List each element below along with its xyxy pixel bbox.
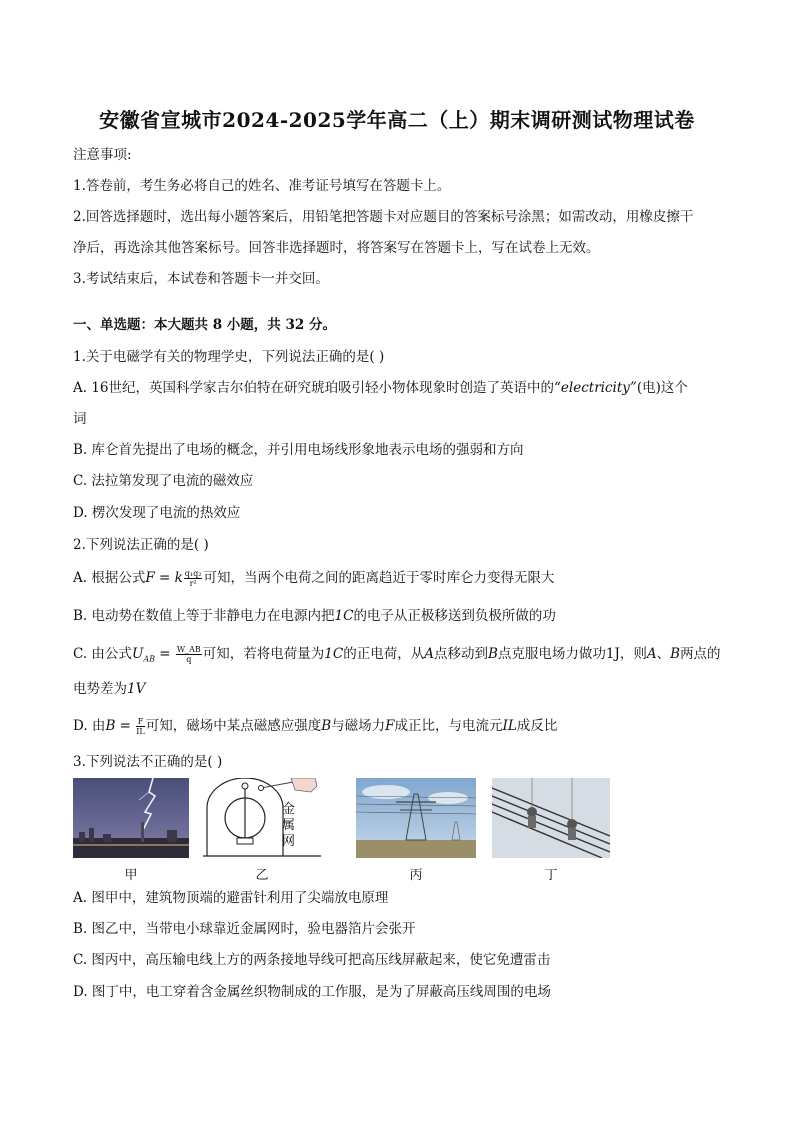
q2-d-pre: D. 由	[73, 718, 106, 734]
q2-c-charge: 1C	[324, 646, 344, 662]
q2-b-post: 的电子从正极移送到负极所做的功	[353, 608, 556, 624]
q2-d-den: IL	[136, 727, 145, 736]
caption-yi: 乙	[255, 868, 269, 883]
q1-option-b: B. 库仑首先提出了电场的概念，并引用电场线形象地表示电场的强弱和方向	[73, 442, 524, 458]
q2-c-num: W_AB	[176, 645, 201, 654]
q2-d-il: IL	[502, 718, 517, 734]
q2-option-d	[73, 716, 724, 736]
notes-heading: 注意事项:	[73, 147, 132, 163]
q2-c-pre: C. 由公式	[73, 646, 132, 662]
net-label-char-3: 网	[282, 834, 296, 849]
q2-a-formula: F = k	[145, 570, 183, 586]
page-title: 安徽省宣城市2024-2025学年高二（上）期末调研测试物理试卷	[99, 108, 695, 132]
q1-a-text: A. 16世纪，英国科学家吉尔伯特在研究琥珀吸引轻小物体现象时创造了英语中的	[73, 380, 555, 396]
q2-c-cont-pre: 电势差为	[73, 681, 127, 697]
q1-a-post: (电)这个	[636, 380, 688, 396]
q2-c-cont-val: 1V	[127, 681, 146, 697]
q2-option-c	[73, 644, 724, 670]
q2-c-eq: =	[154, 646, 175, 662]
q2-c-sub: AB	[143, 654, 155, 664]
q2-a-fraction	[184, 569, 203, 588]
q2-d-end: 成反比	[516, 718, 558, 734]
q2-a-post: 可知，当两个电荷之间的距离趋近于零时库仑力变得无限大	[203, 570, 555, 586]
q2-d-mid3: 成正比，与电流元	[394, 718, 503, 734]
q2-option-b	[73, 606, 724, 626]
q2-a-pre: A. 根据公式	[73, 570, 146, 586]
net-label-char-1: 金	[282, 802, 296, 817]
q1-option-a-cont: 词	[73, 411, 87, 427]
q2-c-point-b2: B	[670, 646, 681, 662]
q2-c-fraction	[176, 645, 202, 664]
metal-net-label	[282, 802, 295, 850]
q2-c-lhs: U	[131, 646, 144, 662]
note-item-2: 2.回答选择题时，选出每小题答案后，用铅笔把答题卡对应题目的答案标号涂黑；如需改动，用橡皮擦干	[73, 209, 694, 225]
q2-c-den: q	[186, 655, 192, 664]
caption-jia: 甲	[124, 868, 138, 883]
q2-c-point-b: B	[487, 646, 498, 662]
q1-option-d: D. 楞次发现了电流的热效应	[73, 505, 241, 521]
q2-c-end: 两点的	[680, 646, 721, 662]
electrician-lines-image	[492, 778, 610, 858]
q3-option-c: C. 图丙中，高压输电线上方的两条接地导线可把高压线屏蔽起来，使它免遭雷击	[73, 952, 551, 968]
q3-option-b: B. 图乙中，当带电小球靠近金属网时，验电器箔片会张开	[73, 921, 416, 937]
q2-d-f: F	[385, 718, 395, 734]
transmission-tower-image	[356, 778, 476, 858]
q2-d-mid2: 与磁场力	[331, 718, 386, 734]
q1-option-c: C. 法拉第发现了电流的磁效应	[73, 473, 254, 489]
note-item-1: 1.答卷前，考生务必将自己的姓名、准考证号填写在答题卡上。	[73, 178, 451, 194]
q2-d-mid1: 可知，磁场中某点磁感应强度	[145, 718, 322, 734]
q3-stem: 3.下列说法不正确的是( )	[73, 754, 223, 770]
electroscope-net-diagram	[203, 778, 321, 858]
q2-c-mid4: 点克服电场力做功1J，则	[497, 646, 647, 662]
note-item-3: 3.考试结束后，本试卷和答题卡一并交回。	[73, 271, 329, 287]
caption-ding: 丁	[544, 868, 558, 883]
q2-c-mid1: 可知，若将电荷量为	[202, 646, 325, 662]
section-heading: 一、单选题：本大题共 8 小题，共 32 分。	[73, 317, 336, 333]
lightning-city-image	[73, 778, 189, 858]
q2-a-den: r²	[189, 579, 197, 588]
q3-option-a: A. 图甲中，建筑物顶端的避雷针利用了尖端放电原理	[73, 890, 389, 906]
q2-d-fraction	[136, 717, 144, 736]
q2-option-c-cont	[73, 679, 724, 699]
q2-b-unit: 1C	[334, 608, 354, 624]
q2-c-point-a2: A	[646, 646, 657, 662]
q2-d-lhs: B =	[105, 718, 136, 734]
q2-c-mid3: 点移动到	[433, 646, 488, 662]
q2-d-b: B	[321, 718, 332, 734]
q1-option-a	[73, 378, 724, 398]
q1-stem: 1.关于电磁学有关的物理学史，下列说法正确的是( )	[73, 349, 385, 365]
q2-option-a	[73, 568, 724, 588]
net-label-char-2: 属	[282, 818, 296, 833]
q3-option-d: D. 图丁中，电工穿着含金属丝织物制成的工作服，是为了屏蔽高压线周围的电场	[73, 984, 551, 1000]
q2-a-num: q₁q₂	[184, 569, 202, 578]
q2-c-sep: 、	[656, 646, 671, 662]
q2-b-pre: B. 电动势在数值上等于非静电力在电源内把	[73, 608, 335, 624]
note-item-2-cont: 净后，再选涂其他答案标号。回答非选择题时，将答案写在答题卡上，写在试卷上无效。	[73, 240, 600, 256]
q1-a-word: “electricity”	[554, 380, 637, 396]
q2-stem: 2.下列说法正确的是( )	[73, 537, 209, 553]
q2-d-num: F	[137, 717, 144, 726]
caption-bing: 丙	[409, 868, 423, 883]
q2-c-mid2: 的正电荷，从	[343, 646, 425, 662]
q2-c-point-a: A	[424, 646, 434, 662]
